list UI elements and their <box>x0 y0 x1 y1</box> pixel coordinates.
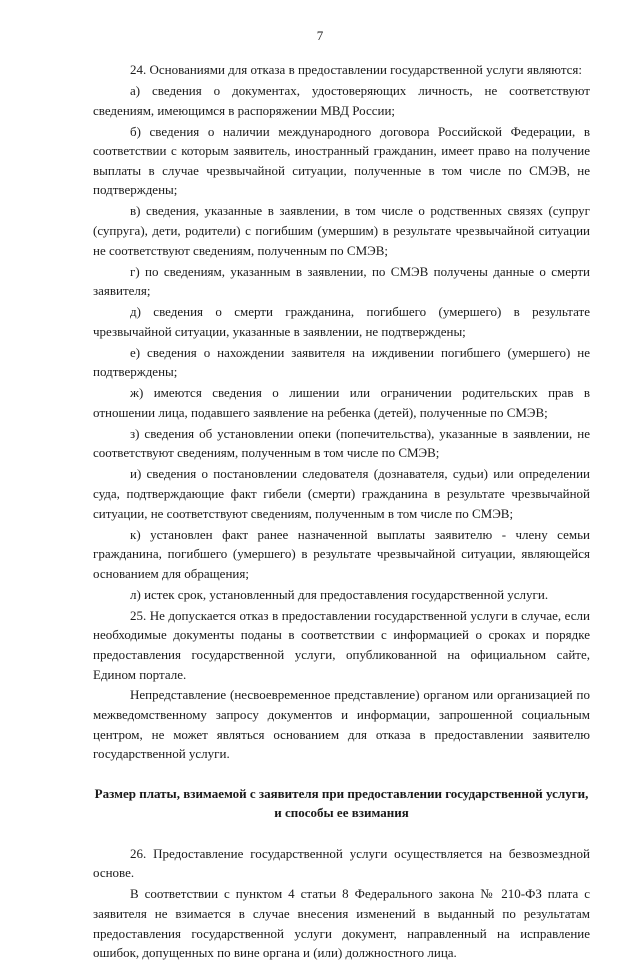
item-z: з) сведения об установлении опеки (попечительства), указанные в заявлении, не соответствуют сведениям, полученным в том числе по СМЭВ; <box>93 425 590 461</box>
item-k: к) установлен факт ранее назначенной выплаты заявителю - члену семьи гражданина, погибшего (умершего) в результате чрезвычайной ситуации, являющейся основанием для обращения; <box>93 526 590 581</box>
item-e: е) сведения о нахождении заявителя на иждивении погибшего (умершего) не подтверждены; <box>93 344 590 380</box>
item-i: и) сведения о постановлении следователя (дознавателя, судьи) или определении суда, подтверждающие факт гибели (смерти) гражданина в результате чрезвычайной ситуации, не соответствуют сведениям, полученным в том числе по СМЭВ; <box>93 466 590 521</box>
item-g: г) по сведениям, указанным в заявлении, по СМЭВ получены данные о смерти заявителя; <box>93 263 590 299</box>
page-number: 7 <box>316 28 324 43</box>
item-zh: ж) имеются сведения о лишении или ограничении родительских прав в отношении лица, подавшего заявление на ребенка (детей), полученные по СМЭВ; <box>93 385 590 420</box>
paragraph-25-note: Непредставление (несвоевременное представление) органом или организацией по межведомственному запросу документов и информации, запрошенной социальным центром, не может являться основанием для отказа в предоставлении заявителю государственной услуги. <box>93 687 590 762</box>
item-v: в) сведения, указанные в заявлении, в том числе о родственных связях (супруг (супруга), дети, родители) с погибшим (умершим) в результате чрезвычайной ситуации не соответствуют сведениям, полученным по СМЭВ; <box>93 203 590 258</box>
item-b: б) сведения о наличии международного договора Российской Федерации, в соответствии с которым заявитель, иностранный гражданин, имеет право на получение выплаты в случае чрезвычайной ситуации, полученные в том числе по СМЭВ, не подтверждены; <box>93 123 590 198</box>
paragraph-26: 26. Предоставление государственной услуги осуществляется на безвозмездной основе. <box>93 845 590 881</box>
item-a: а) сведения о документах, удостоверяющих личность, не соответствуют сведениям, имеющимся в распоряжении МВД России; <box>93 82 590 118</box>
section-title: Размер платы, взимаемой с заявителя при предоставлении государственной услуги, и способы ее взимания <box>94 785 589 820</box>
item-d: д) сведения о смерти гражданина, погибшего (умершего) в результате чрезвычайной ситуации, указанные в заявлении, не подтверждены; <box>93 304 590 339</box>
document-body <box>93 60 590 964</box>
paragraph-26-note: В соответствии с пунктом 4 статьи 8 Федерального закона № 210-ФЗ плата с заявителя не взимается в случае внесения изменений в выданный по результатам предоставления государственной услуги документ, направленный на исправление ошибок, допущенных по вине органа и (или) должностного лица. <box>93 886 590 961</box>
paragraph-24: 24. Основаниями для отказа в предоставлении государственной услуги являются: <box>130 62 583 77</box>
paragraph-25: 25. Не допускается отказ в предоставлении государственной услуги в случае, если необходимые документы поданы в соответствии с информацией о сроках и порядке предоставления государственной услуги, опубликованной на официальном сайте, Едином портале. <box>93 607 590 682</box>
item-l: л) истек срок, установленный для предоставления государственной услуги. <box>130 586 549 602</box>
